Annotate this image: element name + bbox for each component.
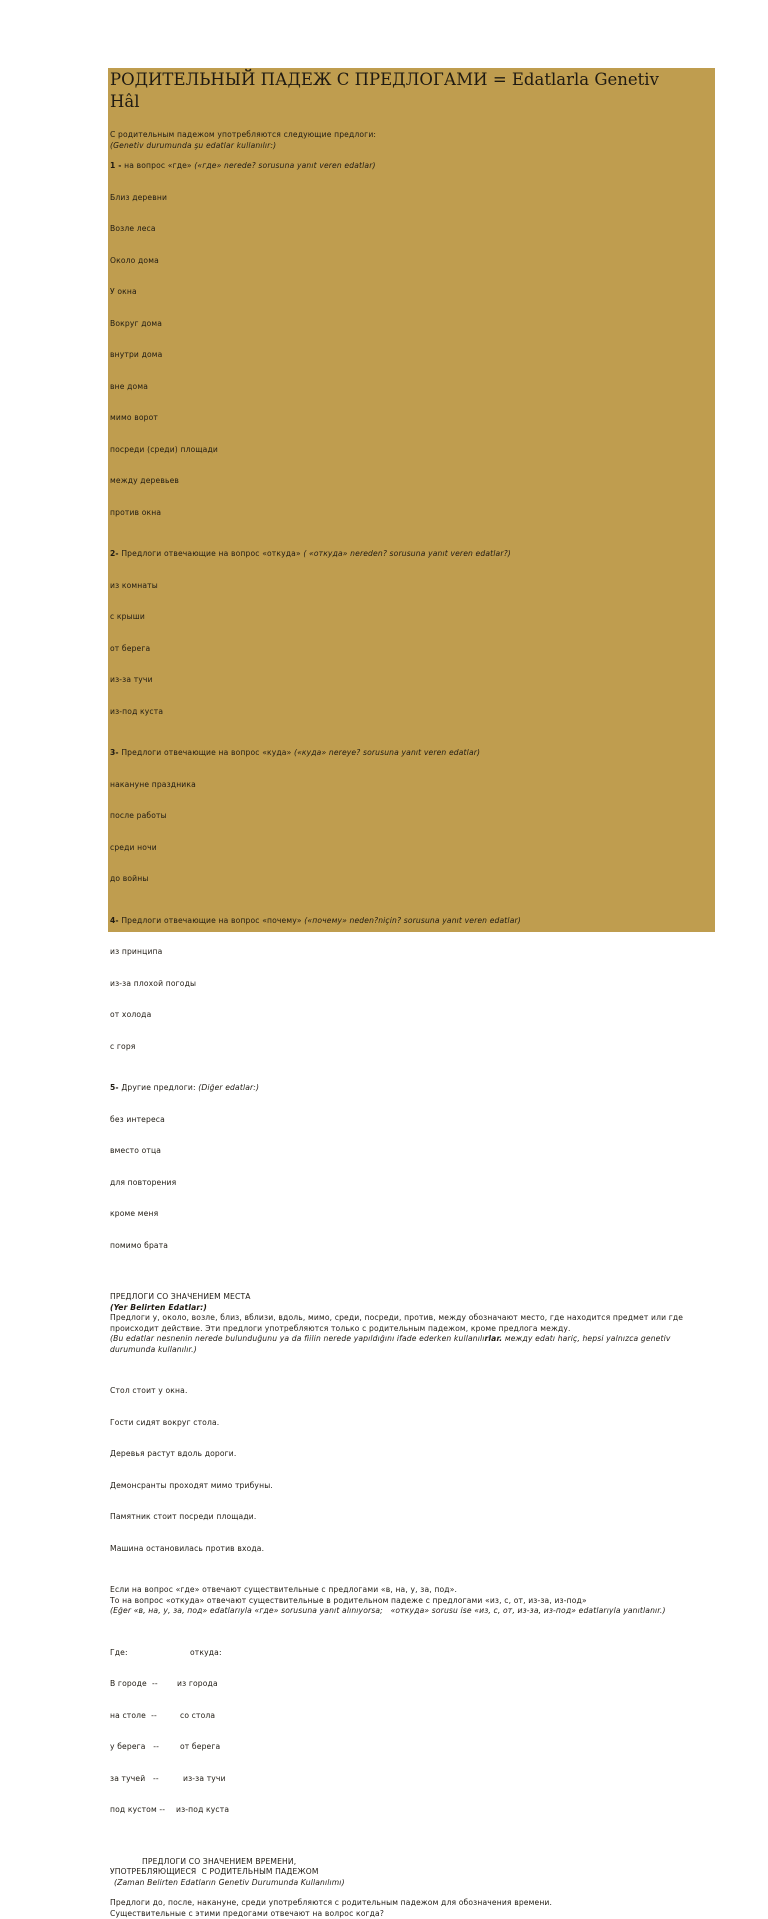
table-cell-from: из города bbox=[177, 1679, 218, 1688]
section-tr: («почему» neden?niçin? sorusuna yanıt veren edatlar) bbox=[304, 916, 521, 925]
section-1-list bbox=[110, 172, 710, 540]
list-item: внутри дома bbox=[110, 350, 710, 361]
table-cell-where: под кустом -- bbox=[110, 1805, 176, 1816]
list-item: между деревьев bbox=[110, 476, 710, 487]
list-item: против окна bbox=[110, 508, 710, 519]
list-item: с горя bbox=[110, 1042, 710, 1053]
section-text: Другие предлоги: bbox=[119, 1083, 198, 1092]
section-number: 4- bbox=[110, 916, 119, 925]
example-sentence: Гости сидят вокруг стола. bbox=[110, 1418, 710, 1429]
list-item: от берега bbox=[110, 644, 710, 655]
intro-tr: (Genetiv durumunda şu edatlar kullanılır:) bbox=[110, 141, 710, 152]
place-heading: ПРЕДЛОГИ СО ЗНАЧЕНИЕМ МЕСТА bbox=[110, 1292, 710, 1303]
list-item: Вокруг дома bbox=[110, 319, 710, 330]
list-item: посреди (среди) площади bbox=[110, 445, 710, 456]
list-item: кроме меня bbox=[110, 1209, 710, 1220]
list-item: с крыши bbox=[110, 612, 710, 623]
section-number: 2- bbox=[110, 549, 119, 558]
section-3-header bbox=[110, 748, 710, 759]
list-item: без интереса bbox=[110, 1115, 710, 1126]
intro-ru: С родительным падежом употребляются следующие предлоги: bbox=[110, 130, 710, 141]
table-header-where: Где: bbox=[110, 1648, 190, 1659]
list-item: Близ деревни bbox=[110, 193, 710, 204]
list-item: от холода bbox=[110, 1010, 710, 1021]
compare-line: То на вопрос «откуда» отвечают существительные в родительном падеже с предлогами «из, с, от, из-за, из-под» bbox=[110, 1596, 710, 1607]
time-heading-tr: (Zaman Belirten Edatların Genetiv Durumunda Kullanılımı) bbox=[110, 1878, 710, 1889]
table-cell-from: от берега bbox=[180, 1742, 220, 1751]
section-number: 1 - bbox=[110, 161, 122, 170]
example-sentence: Машина остановилась против входа. bbox=[110, 1544, 710, 1555]
list-item: У окна bbox=[110, 287, 710, 298]
document-body bbox=[108, 113, 710, 1919]
section-1-header bbox=[110, 161, 710, 172]
section-5-header bbox=[110, 1083, 710, 1094]
section-tr: (Diğer edatlar:) bbox=[198, 1083, 259, 1092]
list-item: Возле леса bbox=[110, 224, 710, 235]
table-row bbox=[110, 1774, 710, 1785]
section-text: Предлоги отвечающие на вопрос «почему» bbox=[119, 916, 305, 925]
list-item: для повторения bbox=[110, 1178, 710, 1189]
list-item: вместо отца bbox=[110, 1146, 710, 1157]
time-description: Существительные с этими предогами отвечают на волрос когда? bbox=[110, 1909, 710, 1919]
place-description-tr bbox=[110, 1334, 710, 1355]
section-2-list bbox=[110, 560, 710, 739]
section-4-header bbox=[110, 916, 710, 927]
table-cell-from: из-за тучи bbox=[183, 1774, 226, 1783]
place-description-tr-part: между edatı hariç, hepsi yalnızca genetiv durumunda kullanılır.) bbox=[110, 1334, 673, 1354]
example-sentence: Демонсранты проходят мимо трибуны. bbox=[110, 1481, 710, 1492]
example-sentence: Памятник стоит посреди площади. bbox=[110, 1512, 710, 1523]
list-item: накануне праздника bbox=[110, 780, 710, 791]
section-4-list bbox=[110, 926, 710, 1073]
example-sentence: Стол стоит у окна. bbox=[110, 1386, 710, 1397]
table-row bbox=[110, 1742, 710, 1753]
list-item: Около дома bbox=[110, 256, 710, 267]
section-text: Предлоги отвечающие на вопрос «откуда» bbox=[119, 549, 304, 558]
list-item: из комнаты bbox=[110, 581, 710, 592]
time-description: Предлоги до, после, накануне, среди употребляются с родительным падежом для обозначения времени. bbox=[110, 1898, 710, 1909]
list-item: среди ночи bbox=[110, 843, 710, 854]
compare-line: Если на вопрос «где» отвечают существительные с предлогами «в, на, у, за, под». bbox=[110, 1585, 710, 1596]
time-heading-2: УПОТРЕБЛЯЮЩИЕСЯ С РОДИТЕЛЬНЫМ ПАДЕЖОМ bbox=[110, 1867, 710, 1878]
section-number: 5- bbox=[110, 1083, 119, 1092]
table-cell-from: из-под куста bbox=[176, 1805, 229, 1814]
list-item: помимо брата bbox=[110, 1241, 710, 1252]
list-item: из принципа bbox=[110, 947, 710, 958]
list-item: из-за тучи bbox=[110, 675, 710, 686]
place-heading-tr: (Yer Belirten Edatlar:) bbox=[110, 1303, 710, 1314]
section-tr: («куда» nereye? sorusuna yanıt veren edatlar) bbox=[294, 748, 480, 757]
section-5-list bbox=[110, 1094, 710, 1273]
section-tr: ( «откуда» nereden? sorusuna yanıt veren edatlar?) bbox=[303, 549, 511, 558]
table-row bbox=[110, 1805, 710, 1816]
place-description: Предлоги у, около, возле, близ, вблизи, вдоль, мимо, среди, посреди, против, между обозначают место, где находится предмет или где происходит действие. Эти предлоги употребляются только с родительным падежом, кроме предлога между. bbox=[110, 1313, 710, 1334]
list-item: из-за плохой погоды bbox=[110, 979, 710, 990]
compare-line-tr: (Eğer «в, на, у, за, под» edatlarıyla «где» sorusuna yanıt alınıyorsa; «откуда» sorusu ise «из, с, от, из-за, из-под» edatlarıyla yanıtlanır.) bbox=[110, 1606, 710, 1617]
section-2-header bbox=[110, 549, 710, 560]
place-description-tr-part: (Bu edatlar nesnenin nerede bulunduğunu ya da fiilin nerede yapıldığını ifade ederken kullanılı bbox=[110, 1334, 485, 1343]
table-cell-where: у берега -- bbox=[110, 1742, 180, 1753]
section-3-list bbox=[110, 759, 710, 906]
table-header-row bbox=[110, 1648, 710, 1659]
list-item: вне дома bbox=[110, 382, 710, 393]
page-title: РОДИТЕЛЬНЫЙ ПАДЕЖ С ПРЕДЛОГАМИ = Edatlarla Genetiv Hâl bbox=[110, 68, 670, 113]
list-item: после работы bbox=[110, 811, 710, 822]
document-page bbox=[108, 68, 715, 932]
table-cell-where: на столе -- bbox=[110, 1711, 180, 1722]
list-item: мимо ворот bbox=[110, 413, 710, 424]
place-description-tr-bold: rlar. bbox=[485, 1334, 503, 1343]
table-cell-where: В городе -- bbox=[110, 1679, 177, 1690]
place-examples bbox=[110, 1365, 710, 1575]
time-heading: ПРЕДЛОГИ СО ЗНАЧЕНИЕМ ВРЕМЕНИ, bbox=[110, 1857, 710, 1868]
list-item: из-под куста bbox=[110, 707, 710, 718]
table-cell-where: за тучей -- bbox=[110, 1774, 183, 1785]
table-row bbox=[110, 1711, 710, 1722]
list-item: до войны bbox=[110, 874, 710, 885]
example-sentence: Деревья растут вдоль дороги. bbox=[110, 1449, 710, 1460]
where-from-table bbox=[110, 1627, 710, 1837]
section-tr: («где» nerede? sorusuna yanıt veren edatlar) bbox=[194, 161, 375, 170]
section-text: на вопрос «где» bbox=[122, 161, 195, 170]
table-header-from: откуда: bbox=[190, 1648, 222, 1657]
table-cell-from: со стола bbox=[180, 1711, 215, 1720]
section-text: Предлоги отвечающие на вопрос «куда» bbox=[119, 748, 294, 757]
table-row bbox=[110, 1679, 710, 1690]
section-number: 3- bbox=[110, 748, 119, 757]
